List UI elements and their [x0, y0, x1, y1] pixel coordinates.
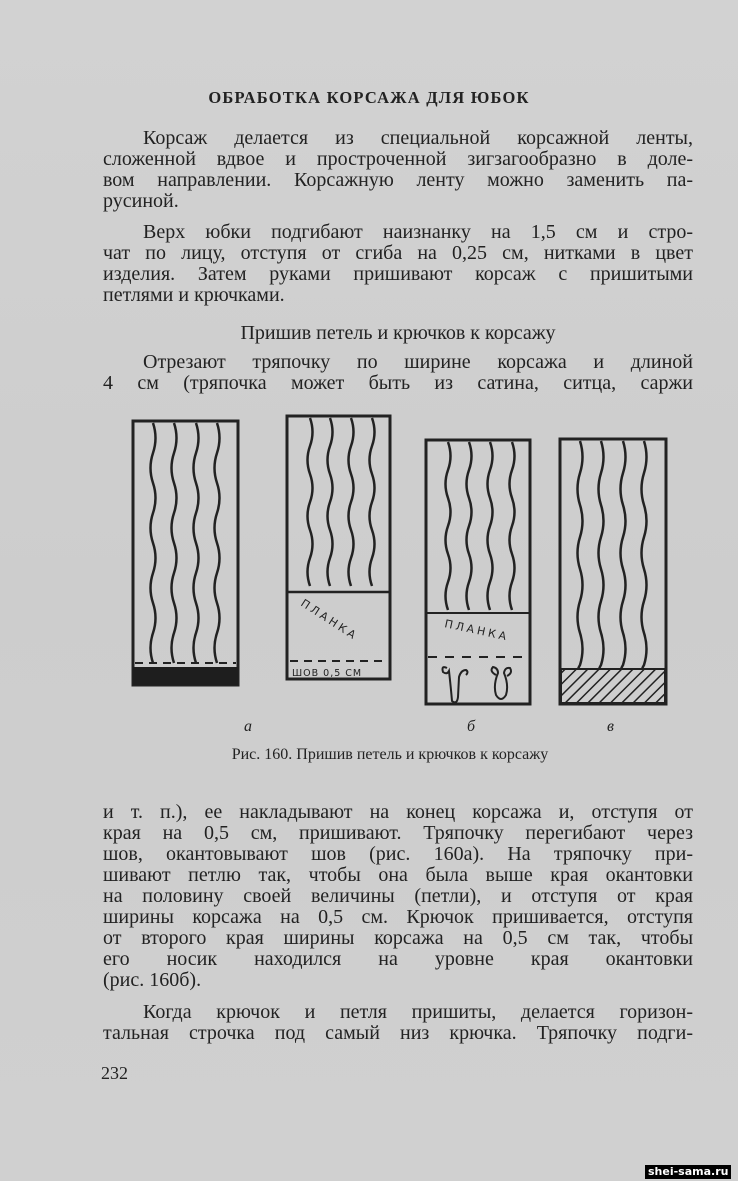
- text-line: изделия. Затем руками пришивают корсаж с пришитыми: [103, 263, 693, 285]
- figure-label-a: а: [244, 718, 252, 735]
- paragraph-5: [103, 1002, 693, 1044]
- zigzag-stitches: [578, 441, 647, 679]
- planka-label: ПЛАНКА: [298, 596, 361, 644]
- text-line: Отрезают тряпочку по ширине корсажа и длиной: [143, 351, 693, 373]
- page-number: 232: [101, 1063, 128, 1083]
- text-line: шивают петлю так, чтобы она была выше края окантовки: [103, 864, 693, 886]
- watermark: shei-sama.ru: [645, 1165, 731, 1179]
- drawing-a: [133, 421, 238, 685]
- figure-label-v: в: [607, 718, 614, 735]
- text-line: на половину своей величины (петли), и отступя от края: [103, 885, 693, 907]
- seam-label: ШОВ 0,5 СМ: [292, 668, 363, 679]
- loop-icon: [443, 667, 468, 702]
- text-line: Верх юбки подгибают наизнанку на 1,5 см и стро-: [143, 221, 693, 243]
- drawing-b-hooks: [426, 440, 530, 704]
- zigzag-stitches: [308, 418, 375, 586]
- text-line: ширины корсажа на 0,5 см. Крючок пришивается, отступя: [103, 906, 693, 928]
- text-line: от второго края ширины корсажа на 0,5 см так, чтобы: [103, 927, 693, 949]
- text-line: края на 0,5 см, пришивают. Тряпочку перегибают через: [103, 822, 693, 844]
- subsection-heading: Пришив петель и крючков к корсажу: [240, 322, 556, 344]
- figure-caption: Рис. 160. Пришив петель и крючков к корсажу: [231, 746, 549, 763]
- text-line: (рис. 160б).: [103, 969, 202, 991]
- text-line: и т. п.), ее накладывают на конец корсажа и, отступя от: [103, 801, 693, 823]
- text-line: петлями и крючками.: [103, 284, 285, 306]
- text-line: шов, окантовывают шов (рис. 160а). На тряпочку при-: [103, 843, 693, 865]
- paragraph-4: [103, 802, 693, 991]
- hook-icon: [492, 667, 511, 699]
- planka-label: ПЛАНКА: [443, 617, 511, 644]
- text-line: чат по лицу, отступя от сгиба на 0,25 см, нитками в цвет: [103, 242, 693, 264]
- drawing-b: [287, 416, 390, 679]
- zigzag-stitches: [446, 442, 515, 610]
- text-line: русиной.: [103, 190, 179, 212]
- section-heading: ОБРАБОТКА КОРСАЖА ДЛЯ ЮБОК: [208, 88, 530, 107]
- text-line: сложенной вдвое и простроченной зигзагообразно в доле-: [103, 148, 693, 170]
- text-line: тальная строчка под самый низ крючка. Тряпочку подги-: [103, 1022, 693, 1044]
- hatched-binding: [561, 669, 665, 703]
- text-line: Корсаж делается из специальной корсажной ленты,: [143, 127, 693, 149]
- text-line: вом направлении. Корсажную ленту можно заменить па-: [103, 169, 693, 191]
- drawing-v: [560, 439, 666, 704]
- text-line: 4 см (тряпочка может быть из сатина, ситца, саржи: [103, 372, 693, 394]
- text-line: его носик находился на уровне края окантовки: [103, 948, 693, 970]
- zigzag-stitches: [151, 423, 220, 663]
- figure-label-b: б: [467, 718, 476, 735]
- text-line: Когда крючок и петля пришиты, делается горизон-: [143, 1001, 693, 1023]
- binding-strip: [133, 667, 238, 685]
